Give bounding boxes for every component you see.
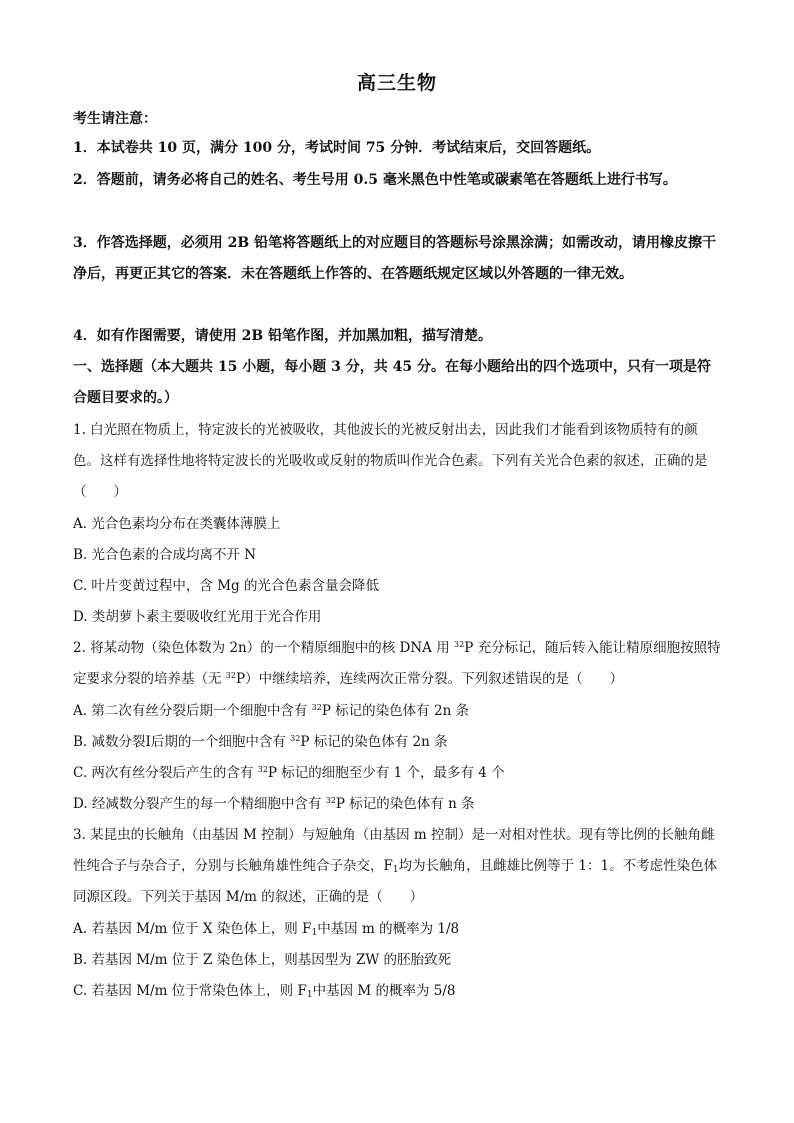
question-2-option-d: D. 经减数分裂产生的每一个精细胞中含有 $^{32}$P 标记的染色体有 n 条 bbox=[73, 796, 475, 812]
notice-item-2: 2．答题前，请务必将自己的姓名、考生号用 0.5 毫米黑色中性笔或碳素笔在答题纸上进行书写。 bbox=[73, 172, 677, 188]
question-2-option-c: C. 两次有丝分裂后产生的含有 $^{32}$P 标记的细胞至少有 1 个，最多有 4 个 bbox=[73, 765, 505, 781]
notice-item-1: 1．本试卷共 10 页，满分 100 分，考试时间 75 分钟．考试结束后，交回答题纸。 bbox=[73, 140, 601, 156]
question-2-stem: 2. 将某动物（染色体数为 2n）的一个精原细胞中的核 DNA 用 $^{32}$P 充分标记，随后转入能让精原细胞按照特定要求分裂的培养基（无 $^{32}$P）中继续培养，连续两次正常分裂。下列叙述错误的是（ ） bbox=[73, 640, 721, 687]
section-heading: 一、选择题（本大题共 15 小题，每小题 3 分，共 45 分。在每小题给出的四个选项中，只有一项是符合题目要求的。） bbox=[73, 359, 711, 406]
question-1-option-d: D. 类胡萝卜素主要吸收红光用于光合作用 bbox=[73, 609, 322, 625]
question-1-option-b: B. 光合色素的合成均离不开 N bbox=[73, 547, 257, 563]
notice-item-3: 3．作答选择题，必须用 2B 铅笔将答题纸上的对应题目的答题标号涂黑涂满；如需改动，请用橡皮擦干净后，再更正其它的答案．未在答题纸上作答的、在答题纸规定区域以外答题的一律无效。 bbox=[73, 235, 717, 282]
question-3-stem: 3. 某昆虫的长触角（由基因 M 控制）与短触角（由基因 m 控制）是一对相对性状。现有等比例的长触角雌性纯合子与杂合子，分别与长触角雄性纯合子杂交，$F_1$均为长触角，且雌雄比例等于 1：1。不考虑性染色体同源区段。下列关于基因 M/m 的叙述，正确的是（ ） bbox=[73, 827, 718, 905]
notice-heading: 考生请注意： bbox=[73, 111, 157, 127]
page-title: 高三生物 bbox=[356, 72, 437, 94]
question-3-option-c: C. 若基因 M/m 位于常染色体上，则 $F_1$中基因 M 的概率为 5/8 bbox=[73, 983, 456, 1000]
question-3-option-a: A. 若基因 M/m 位于 X 染色体上，则 $F_1$中基因 m 的概率为 1/8 bbox=[73, 921, 460, 938]
question-2-option-a: A. 第二次有丝分裂后期一个细胞中含有 $^{32}$P 标记的染色体有 2n 条 bbox=[73, 703, 470, 719]
question-1-option-c: C. 叶片变黄过程中，含 Mg 的光合色素含量会降低 bbox=[73, 578, 379, 594]
question-1-option-a: A. 光合色素均分布在类囊体薄膜上 bbox=[73, 516, 281, 532]
notice-item-4: 4．如有作图需要，请使用 2B 铅笔作图，并加黑加粗，描写清楚。 bbox=[73, 328, 493, 344]
question-3-option-b: B. 若基因 M/m 位于 Z 染色体上，则基因型为 ZW 的胚胎致死 bbox=[73, 952, 452, 968]
question-1-stem: 1. 白光照在物质上，特定波长的光被吸收，其他波长的光被反射出去，因此我们才能看到该物质特有的颜色。这样有选择性地将特定波长的光吸收或反射的物质叫作光合色素。下列有关光合色素的叙述，正确的是（ ） bbox=[73, 422, 708, 500]
question-2-option-b: B. 减数分裂Ⅰ后期的一个细胞中含有 $^{32}$P 标记的染色体有 2n 条 bbox=[73, 734, 448, 750]
